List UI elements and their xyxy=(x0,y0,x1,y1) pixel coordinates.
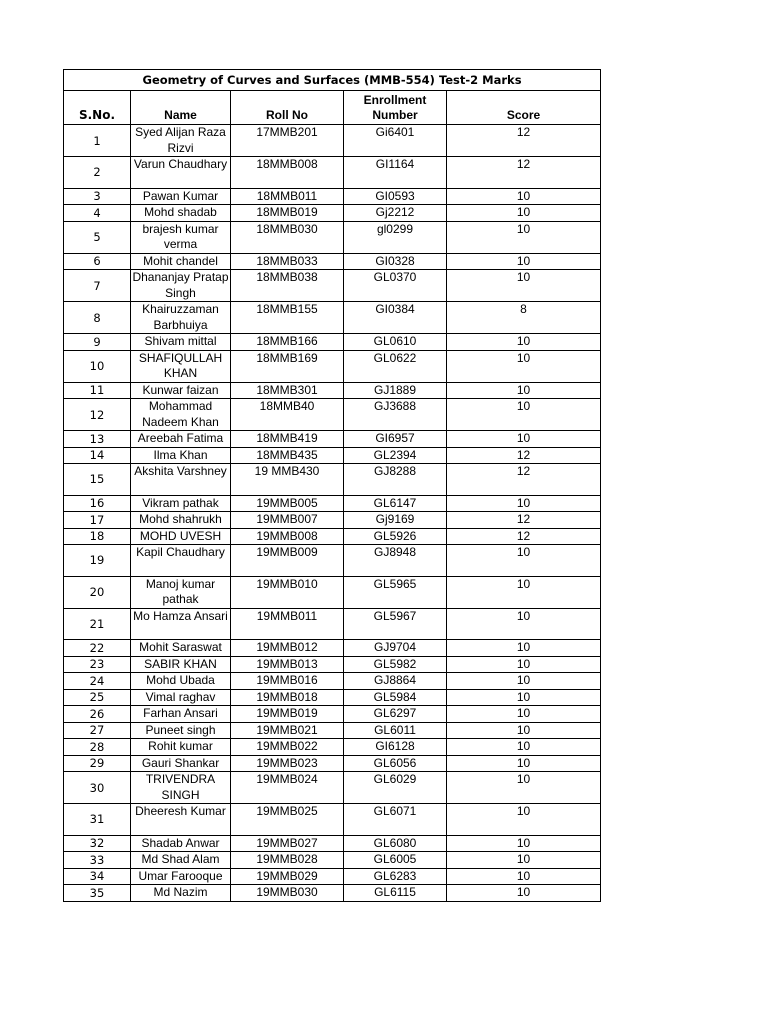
cell-score: 10 xyxy=(447,205,601,222)
cell-enrollment: GL2394 xyxy=(344,447,447,464)
cell-sno: 14 xyxy=(64,447,131,464)
cell-sno: 24 xyxy=(64,673,131,690)
cell-score: 10 xyxy=(447,689,601,706)
cell-roll-no: 19 MMB430 xyxy=(231,464,344,496)
cell-sno: 19 xyxy=(64,545,131,577)
cell-roll-no: 17MMB201 xyxy=(231,125,344,157)
cell-sno: 18 xyxy=(64,528,131,545)
cell-sno: 20 xyxy=(64,576,131,608)
cell-score: 10 xyxy=(447,608,601,640)
table-row xyxy=(64,689,601,706)
sheet-title: Geometry of Curves and Surfaces (MMB-554) Test-2 Marks xyxy=(64,70,601,91)
cell-sno: 7 xyxy=(64,270,131,302)
cell-score: 10 xyxy=(447,640,601,657)
cell-enrollment: GL0370 xyxy=(344,270,447,302)
cell-name: Kunwar faizan xyxy=(131,382,231,399)
table-row xyxy=(64,495,601,512)
cell-roll-no: 18MMB435 xyxy=(231,447,344,464)
header-score: Score xyxy=(447,91,601,125)
cell-sno: 30 xyxy=(64,772,131,804)
cell-roll-no: 19MMB023 xyxy=(231,755,344,772)
table-row xyxy=(64,528,601,545)
cell-score: 10 xyxy=(447,253,601,270)
cell-enrollment: GJ8948 xyxy=(344,545,447,577)
cell-sno: 3 xyxy=(64,188,131,205)
cell-name: Kapil Chaudhary xyxy=(131,545,231,577)
cell-name: brajesh kumar verma xyxy=(131,221,231,253)
cell-roll-no: 19MMB027 xyxy=(231,835,344,852)
cell-name: Md Shad Alam xyxy=(131,852,231,869)
cell-score: 10 xyxy=(447,495,601,512)
cell-score: 10 xyxy=(447,188,601,205)
cell-name: Ilma Khan xyxy=(131,447,231,464)
cell-roll-no: 19MMB016 xyxy=(231,673,344,690)
cell-sno: 10 xyxy=(64,350,131,382)
cell-roll-no: 19MMB007 xyxy=(231,512,344,529)
cell-name: Md Nazim xyxy=(131,885,231,902)
cell-name: Manoj kumar pathak xyxy=(131,576,231,608)
cell-name: Syed Alijan Raza Rizvi xyxy=(131,125,231,157)
cell-enrollment: GJ1889 xyxy=(344,382,447,399)
cell-roll-no: 18MMB011 xyxy=(231,188,344,205)
cell-roll-no: 19MMB028 xyxy=(231,852,344,869)
cell-sno: 35 xyxy=(64,885,131,902)
cell-name: Mo Hamza Ansari xyxy=(131,608,231,640)
table-row xyxy=(64,350,601,382)
table-row xyxy=(64,739,601,756)
cell-sno: 22 xyxy=(64,640,131,657)
cell-name: Vimal raghav xyxy=(131,689,231,706)
cell-score: 12 xyxy=(447,464,601,496)
cell-roll-no: 19MMB029 xyxy=(231,868,344,885)
cell-roll-no: 18MMB019 xyxy=(231,205,344,222)
table-row xyxy=(64,885,601,902)
marks-table xyxy=(63,69,601,902)
table-row xyxy=(64,835,601,852)
cell-score: 10 xyxy=(447,739,601,756)
cell-sno: 16 xyxy=(64,495,131,512)
cell-name: Dhananjay Pratap Singh xyxy=(132,270,229,300)
cell-score: 10 xyxy=(447,576,601,608)
title-row xyxy=(64,70,601,91)
cell-enrollment: GJ9704 xyxy=(344,640,447,657)
cell-enrollment: GL6283 xyxy=(344,868,447,885)
cell-roll-no: 18MMB155 xyxy=(231,302,344,334)
cell-enrollment: GL0622 xyxy=(344,350,447,382)
cell-sno: 28 xyxy=(64,739,131,756)
cell-enrollment: GL6005 xyxy=(344,852,447,869)
cell-score: 10 xyxy=(447,221,601,253)
cell-roll-no: 19MMB019 xyxy=(231,706,344,723)
marks-table-body xyxy=(64,70,601,902)
cell-score: 10 xyxy=(447,706,601,723)
cell-enrollment: GL5967 xyxy=(344,608,447,640)
cell-score: 10 xyxy=(447,270,601,302)
table-row xyxy=(64,608,601,640)
cell-name: Khairuzzaman Barbhuiya xyxy=(131,302,231,334)
table-row xyxy=(64,157,601,189)
cell-enrollment: GJ8288 xyxy=(344,464,447,496)
table-row xyxy=(64,334,601,351)
cell-name: TRIVENDRA SINGH xyxy=(131,772,231,804)
cell-score: 10 xyxy=(447,673,601,690)
cell-enrollment: GL6056 xyxy=(344,755,447,772)
cell-score: 10 xyxy=(447,868,601,885)
table-row xyxy=(64,205,601,222)
cell-roll-no: 19MMB011 xyxy=(231,608,344,640)
table-row xyxy=(64,640,601,657)
cell-enrollment: GI1164 xyxy=(344,157,447,189)
cell-name: SABIR KHAN xyxy=(131,656,231,673)
cell-score: 12 xyxy=(447,157,601,189)
cell-roll-no: 19MMB022 xyxy=(231,739,344,756)
cell-sno: 31 xyxy=(64,804,131,836)
cell-sno: 21 xyxy=(64,608,131,640)
cell-name: MOHD UVESH xyxy=(131,528,231,545)
cell-sno: 8 xyxy=(64,302,131,334)
cell-roll-no: 19MMB025 xyxy=(231,804,344,836)
cell-name: Gauri Shankar xyxy=(131,755,231,772)
cell-sno: 2 xyxy=(64,157,131,189)
table-row xyxy=(64,656,601,673)
table-row xyxy=(64,221,601,253)
table-row xyxy=(64,722,601,739)
cell-roll-no: 18MMB169 xyxy=(231,350,344,382)
cell-roll-no: 19MMB030 xyxy=(231,885,344,902)
cell-sno: 34 xyxy=(64,868,131,885)
cell-roll-no: 18MMB033 xyxy=(231,253,344,270)
cell-sno: 13 xyxy=(64,431,131,448)
table-row xyxy=(64,447,601,464)
cell-name: Mohit chandel xyxy=(131,253,231,270)
cell-sno: 11 xyxy=(64,382,131,399)
cell-enrollment: GL5982 xyxy=(344,656,447,673)
cell-sno: 29 xyxy=(64,755,131,772)
cell-name: Mohd shadab xyxy=(131,205,231,222)
cell-name: Rohit kumar xyxy=(131,739,231,756)
cell-name: Pawan Kumar xyxy=(131,188,231,205)
cell-name: Umar Farooque xyxy=(131,868,231,885)
cell-sno: 12 xyxy=(64,399,131,431)
cell-sno: 33 xyxy=(64,852,131,869)
cell-score: 10 xyxy=(447,431,601,448)
cell-sno: 17 xyxy=(64,512,131,529)
cell-sno: 27 xyxy=(64,722,131,739)
cell-enrollment: GL5965 xyxy=(344,576,447,608)
cell-sno: 25 xyxy=(64,689,131,706)
cell-score: 10 xyxy=(447,656,601,673)
table-row xyxy=(64,868,601,885)
table-row xyxy=(64,706,601,723)
table-row xyxy=(64,512,601,529)
cell-score: 8 xyxy=(447,302,601,334)
cell-name: Shivam mittal xyxy=(131,334,231,351)
header-name: Name xyxy=(131,91,231,125)
header-sno: S.No. xyxy=(64,91,131,125)
cell-name: Mohammad Nadeem Khan xyxy=(131,399,231,431)
cell-sno: 5 xyxy=(64,221,131,253)
cell-roll-no: 18MMB40 xyxy=(231,399,344,431)
cell-roll-no: 19MMB012 xyxy=(231,640,344,657)
cell-enrollment: GI6128 xyxy=(344,739,447,756)
cell-name: Mohd shahrukh xyxy=(131,512,231,529)
cell-sno: 32 xyxy=(64,835,131,852)
cell-name: Shadab Anwar xyxy=(131,835,231,852)
cell-name: Akshita Varshney xyxy=(131,464,231,496)
cell-roll-no: 19MMB024 xyxy=(231,772,344,804)
cell-roll-no: 19MMB021 xyxy=(231,722,344,739)
cell-enrollment: gl0299 xyxy=(344,221,447,253)
cell-enrollment: GI0328 xyxy=(344,253,447,270)
table-row xyxy=(64,302,601,334)
cell-sno: 6 xyxy=(64,253,131,270)
header-roll-no: Roll No xyxy=(231,91,344,125)
cell-enrollment: GL5926 xyxy=(344,528,447,545)
table-row xyxy=(64,772,601,804)
cell-enrollment: GL6147 xyxy=(344,495,447,512)
cell-enrollment: GL5984 xyxy=(344,689,447,706)
cell-name: SHAFIQULLAH KHAN xyxy=(131,350,231,382)
cell-score: 10 xyxy=(447,399,601,431)
table-row xyxy=(64,431,601,448)
cell-name: Dheeresh Kumar xyxy=(131,804,231,836)
table-row xyxy=(64,852,601,869)
cell-enrollment: GJ8864 xyxy=(344,673,447,690)
cell-roll-no: 19MMB008 xyxy=(231,528,344,545)
cell-name: Mohd Ubada xyxy=(131,673,231,690)
cell-score: 12 xyxy=(447,125,601,157)
table-row xyxy=(64,125,601,157)
cell-score: 10 xyxy=(447,852,601,869)
table-row xyxy=(64,399,601,431)
table-row xyxy=(64,576,601,608)
cell-name: Vikram pathak xyxy=(131,495,231,512)
cell-name: Puneet singh xyxy=(131,722,231,739)
cell-enrollment: GI0593 xyxy=(344,188,447,205)
cell-score: 12 xyxy=(447,512,601,529)
cell-enrollment: GL6115 xyxy=(344,885,447,902)
cell-enrollment: GL6080 xyxy=(344,835,447,852)
cell-enrollment: GL6011 xyxy=(344,722,447,739)
cell-enrollment: Gj9169 xyxy=(344,512,447,529)
cell-enrollment: Gj2212 xyxy=(344,205,447,222)
cell-roll-no: 18MMB301 xyxy=(231,382,344,399)
cell-score: 10 xyxy=(447,835,601,852)
cell-score: 10 xyxy=(447,885,601,902)
cell-roll-no: 19MMB009 xyxy=(231,545,344,577)
header-enrollment-number: Enrollment Number xyxy=(344,91,447,125)
cell-score: 10 xyxy=(447,334,601,351)
table-row xyxy=(64,804,601,836)
cell-roll-no: 18MMB419 xyxy=(231,431,344,448)
cell-roll-no: 18MMB166 xyxy=(231,334,344,351)
table-row xyxy=(64,673,601,690)
cell-score: 10 xyxy=(447,350,601,382)
cell-sno: 1 xyxy=(64,125,131,157)
cell-roll-no: 18MMB008 xyxy=(231,157,344,189)
cell-sno: 4 xyxy=(64,205,131,222)
table-row xyxy=(64,755,601,772)
cell-roll-no: 18MMB038 xyxy=(231,270,344,302)
cell-roll-no: 18MMB030 xyxy=(231,221,344,253)
cell-enrollment: Gi6401 xyxy=(344,125,447,157)
cell-sno: 15 xyxy=(64,464,131,496)
cell-name: Areebah Fatima xyxy=(131,431,231,448)
cell-enrollment: GL0610 xyxy=(344,334,447,351)
cell-score: 10 xyxy=(447,545,601,577)
cell-enrollment: GJ3688 xyxy=(344,399,447,431)
table-row xyxy=(64,545,601,577)
cell-sno: 9 xyxy=(64,334,131,351)
cell-score: 10 xyxy=(447,722,601,739)
cell-score: 10 xyxy=(447,772,601,804)
cell-name: Farhan Ansari xyxy=(131,706,231,723)
table-row xyxy=(64,270,601,302)
table-row xyxy=(64,253,601,270)
table-row xyxy=(64,464,601,496)
table-row xyxy=(64,188,601,205)
cell-enrollment: GL6029 xyxy=(344,772,447,804)
cell-score: 10 xyxy=(447,804,601,836)
header-row xyxy=(64,91,601,125)
cell-sno: 23 xyxy=(64,656,131,673)
cell-enrollment: GL6297 xyxy=(344,706,447,723)
cell-roll-no: 19MMB005 xyxy=(231,495,344,512)
cell-roll-no: 19MMB018 xyxy=(231,689,344,706)
cell-sno: 26 xyxy=(64,706,131,723)
cell-roll-no: 19MMB010 xyxy=(231,576,344,608)
cell-score: 10 xyxy=(447,382,601,399)
table-row xyxy=(64,382,601,399)
cell-score: 12 xyxy=(447,447,601,464)
cell-enrollment: GI6957 xyxy=(344,431,447,448)
cell-name: Varun Chaudhary xyxy=(131,157,231,189)
cell-roll-no: 19MMB013 xyxy=(231,656,344,673)
cell-name: Mohit Saraswat xyxy=(131,640,231,657)
cell-score: 10 xyxy=(447,755,601,772)
cell-enrollment: GL6071 xyxy=(344,804,447,836)
cell-enrollment: GI0384 xyxy=(344,302,447,334)
cell-score: 12 xyxy=(447,528,601,545)
